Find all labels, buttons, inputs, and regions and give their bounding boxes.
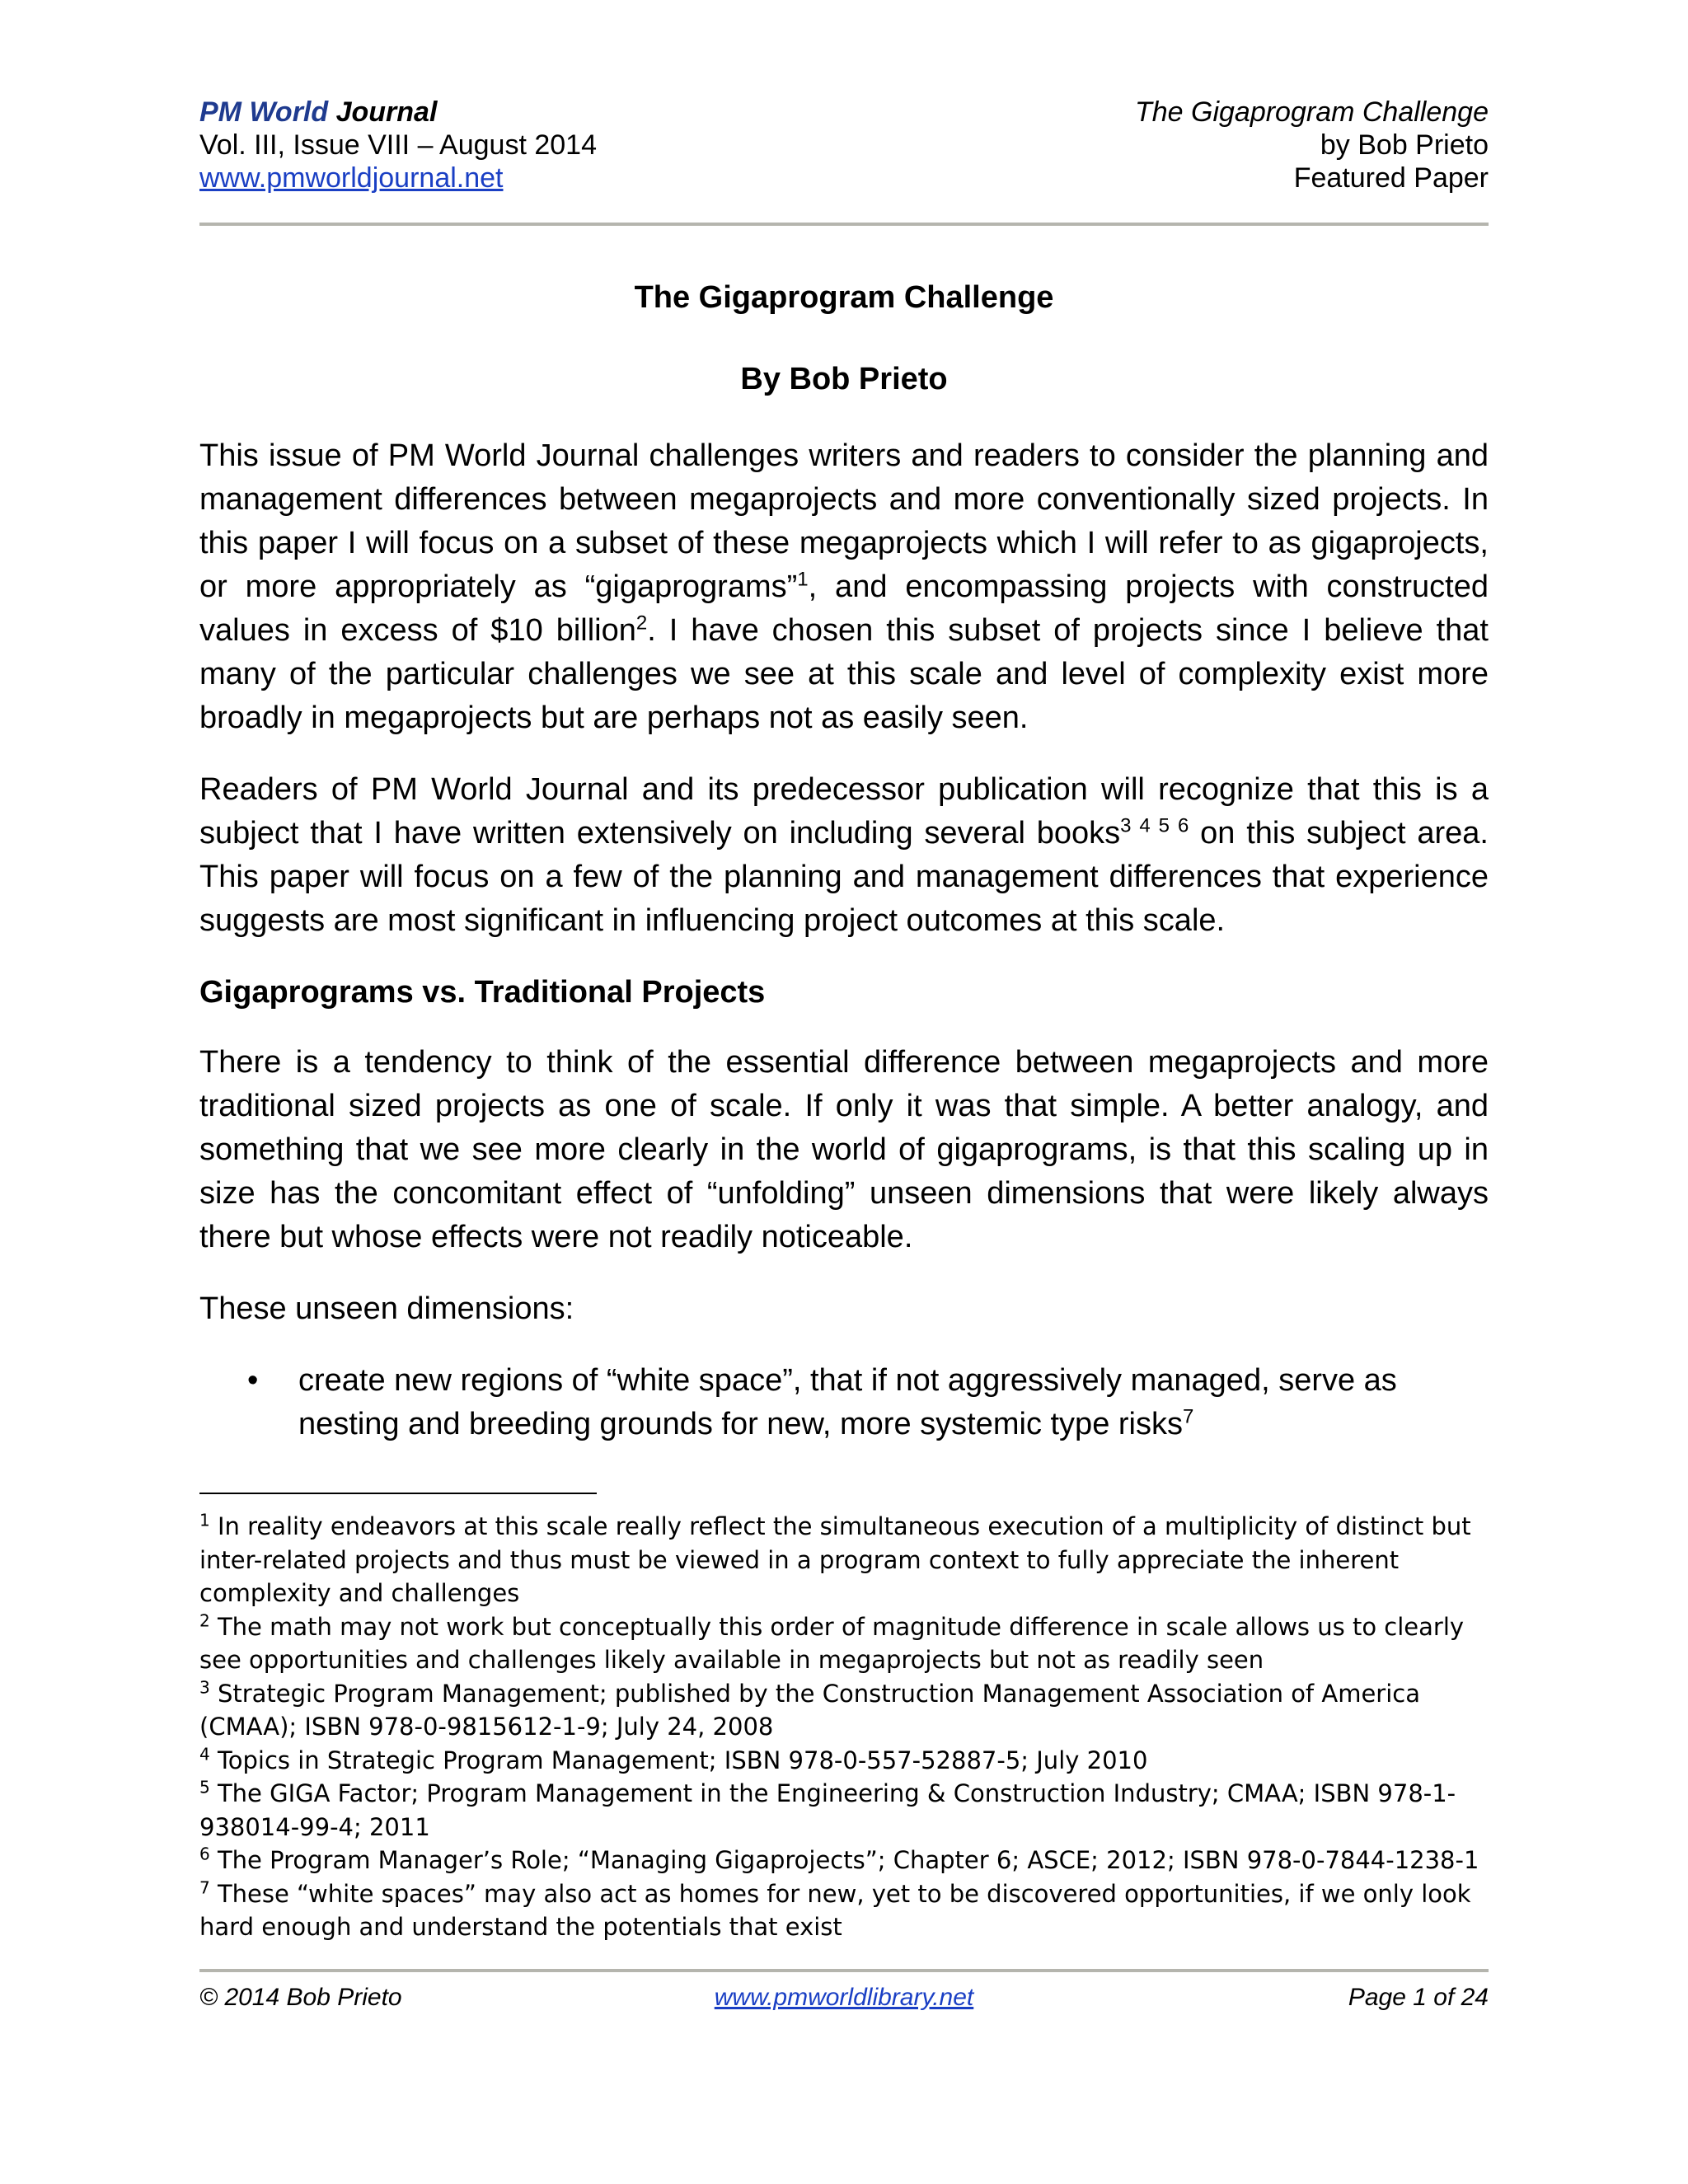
footnote-7 (199, 1877, 1489, 1944)
author-line: By Bob Prieto (740, 362, 948, 396)
footnote-text: In reality endeavors at this scale really reflect the simultaneous execution of a multiplicity of distinct but inter-related projects and thus must be viewed in a program context to fully appreciate the inherent complexity and challenges (199, 1512, 1471, 1607)
header-divider (199, 223, 1489, 226)
journal-name (199, 96, 597, 129)
bullet-list (199, 1359, 1489, 1446)
footnote-4 (199, 1744, 1489, 1778)
header-paper-type: Featured Paper (1293, 162, 1489, 194)
header-byline: by Bob Prieto (1320, 129, 1489, 161)
footnote-3 (199, 1677, 1489, 1744)
footnote-text: Strategic Program Management; published by the Construction Management Association of America (CMAA); ISBN 978-0-9815612-1-9; July 24, 2008 (199, 1679, 1420, 1741)
footer-divider (199, 1969, 1489, 1972)
footnote-ref-2[interactable]: 2 (635, 612, 648, 635)
footnote-1 (199, 1510, 1489, 1610)
paragraph-intro-part-b: , and encompassing projects with constructed values in excess of $10 billion (199, 569, 1489, 648)
paragraph-readers (199, 768, 1489, 943)
footnote-number: 2 (199, 1610, 210, 1630)
paragraph-tendency: There is a tendency to think of the essential difference between megaprojects and more traditional sized projects as one of scale. If only it was that simple. A better analogy, and something that we see more clearly in the world of gigaprograms, is that this scaling up in size has the concomitant effect of “unfolding” unseen dimensions that were likely always there but whose effects were not readily noticeable. (199, 1045, 1489, 1254)
footnote-number: 1 (199, 1510, 210, 1530)
bullet-icon: • (247, 1363, 259, 1398)
page-number: Page 1 of 24 (1348, 1984, 1489, 2011)
footnote-number: 3 (199, 1676, 210, 1697)
footnote-divider (199, 1493, 597, 1494)
header-left (199, 96, 597, 194)
page-title: The Gigaprogram Challenge (634, 280, 1054, 315)
footnote-2 (199, 1610, 1489, 1677)
footnote-text: Topics in Strategic Program Management; ISBN 978-0-557-52887-5; July 2010 (209, 1746, 1148, 1774)
page-footer (199, 1981, 1489, 2014)
footnote-ref-7[interactable]: 7 (1182, 1405, 1194, 1428)
footnote-6 (199, 1844, 1489, 1877)
header-paper-title: The Gigaprogram Challenge (1134, 96, 1489, 128)
list-item (199, 1359, 1489, 1446)
footnote-ref-1[interactable]: 1 (797, 568, 809, 591)
footnotes (199, 1510, 1489, 1944)
footer-website-link[interactable]: www.pmworldlibrary.net (714, 1984, 974, 2011)
footnote-text: The Program Manager’s Role; “Managing Gigaprojects”; Chapter 6; ASCE; 2012; ISBN 978-0-7844-1238-1 (209, 1846, 1479, 1874)
footnote-5 (199, 1777, 1489, 1844)
journal-website-link[interactable]: www.pmworldjournal.net (199, 162, 504, 194)
footnote-number: 7 (199, 1877, 210, 1897)
article-body (199, 434, 1489, 1446)
footnote-refs-3-6[interactable]: 3 4 5 6 (1120, 814, 1189, 837)
paragraph-intro-part-a: This issue of PM World Journal challenges writers and readers to consider the planning and management differences between megaprojects and more conventionally sized projects. In this paper I will focus on a subset of these megaprojects which I will refer to as gigaprojects, or more appropriately as “gigaprograms” (199, 438, 1489, 604)
footnote-text: The GIGA Factor; Program Management in the Engineering & Construction Industry; CMAA; ISBN 978-1-938014-99-4; 2011 (199, 1779, 1456, 1841)
footnote-text: These “white spaces” may also act as homes for new, yet to be discovered opportunities, if we only look hard enough and understand the potentials that exist (199, 1879, 1471, 1941)
footnote-number: 6 (199, 1844, 210, 1864)
paragraph-unseen-dimensions: These unseen dimensions: (199, 1291, 574, 1326)
footnote-text: The math may not work but conceptually this order of magnitude difference in scale allows us to clearly see opportunities and challenges likely available in megaprojects but not as readily seen (199, 1612, 1465, 1674)
paragraph-intro-part-c: . I have chosen this subset of projects since I believe that many of the particular challenges we see at this scale and level of complexity exist more broadly in megaprojects but are perhaps not as easily seen. (199, 613, 1489, 735)
paragraph-readers-part-b: on this subject area. This paper will focus on a few of the planning and management differences that experience suggests are most significant in influencing project outcomes at this scale. (199, 816, 1489, 938)
issue-info: Vol. III, Issue VIII – August 2014 (199, 129, 597, 161)
footnote-number: 5 (199, 1777, 210, 1797)
footer-copyright: © 2014 Bob Prieto (199, 1984, 402, 2011)
journal-name-colored: PM World (199, 96, 329, 128)
paragraph-readers-part-a: Readers of PM World Journal and its predecessor publication will recognize that this is a subject that I have written extensively on including several books (199, 772, 1489, 851)
paragraph-intro (199, 434, 1489, 740)
section-heading: Gigaprograms vs. Traditional Projects (199, 975, 766, 1010)
journal-name-plain: Journal (328, 96, 438, 128)
footnote-number: 4 (199, 1743, 210, 1764)
header-right (1135, 96, 1489, 194)
bullet-text: create new regions of “white space”, that if not aggressively managed, serve as nesting and breeding grounds for new, more systemic type risks (298, 1363, 1397, 1441)
